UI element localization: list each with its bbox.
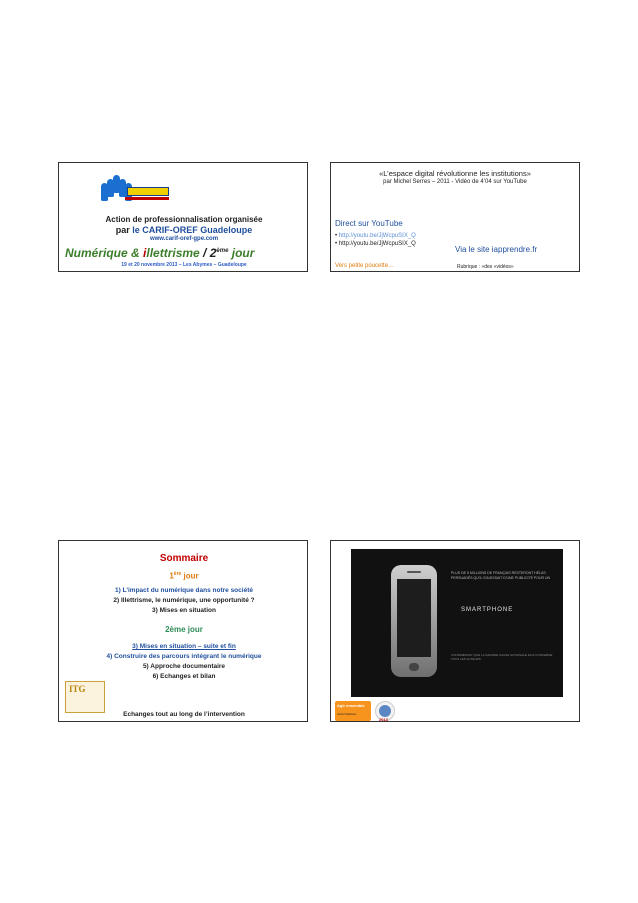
bullet-link2[interactable]: • http://youtu.be/JjWcpuSIX_Q bbox=[335, 241, 416, 247]
bullet-link1[interactable]: • http://youtu.be/JjWcpuSIX_Q bbox=[335, 233, 416, 239]
image-footnote: CONSIDÉRANT QUE LA GRANDE CAUSE NATIONALE 2013 CONCERNE TOUS LES ACTEURS bbox=[451, 653, 553, 661]
carif-url: www.carif-oref-gpe.com bbox=[149, 236, 219, 242]
agenda-item-1: 1) L’impact du numérique dans notre société bbox=[115, 587, 253, 594]
logo-year: 2013 bbox=[379, 717, 388, 722]
agenda-item-3: 3) Mises en situation bbox=[152, 607, 216, 614]
slide1-main-title: Numérique & illettrisme / 2ème jour bbox=[65, 246, 255, 260]
day2-heading: 2ème jour bbox=[165, 625, 203, 634]
agenda-item-5: 4) Construire des parcours intégrant le numérique bbox=[106, 653, 262, 660]
youtube-link[interactable]: http://youtu.be/JjWcpuSIX_Q bbox=[338, 241, 416, 247]
smartphone-wordmark: SMARTPHONE bbox=[461, 607, 514, 613]
rubrique-text: Rubrique : «des «vidéos» bbox=[457, 264, 514, 270]
slide-video-links bbox=[330, 162, 580, 272]
sommaire-footer: Echanges tout au long de l’intervention bbox=[123, 711, 245, 718]
heading-org: le CARIF-OREF Guadeloupe bbox=[132, 225, 253, 235]
direct-youtube-heading: Direct sur YouTube bbox=[335, 219, 403, 228]
via-site-heading: Via le site iapprendre.fr bbox=[455, 245, 538, 254]
quote-title: «L’espace digital révolutionne les institutions» bbox=[379, 169, 531, 178]
heading-line1: Action de professionnalisation organisée bbox=[105, 215, 263, 224]
agenda-item-4: 3) Mises en situation – suite et fin bbox=[132, 643, 236, 650]
day1-heading: 1ère jour bbox=[169, 571, 199, 581]
youtube-link-faded[interactable]: http://youtu.be/JjWcpuSIX_Q bbox=[338, 233, 416, 239]
slide1-info-layer bbox=[58, 162, 308, 272]
agenda-item-6: 5) Approche documentaire bbox=[142, 663, 226, 670]
agir-ensemble-logo: Agir ensemble contre l'Illettrisme bbox=[335, 701, 371, 721]
slide-smartphone bbox=[330, 540, 580, 722]
agenda-item-7: 6) Echanges et bilan bbox=[152, 673, 216, 680]
heading-prefix: par bbox=[115, 225, 130, 235]
phone-icon bbox=[391, 565, 437, 677]
smartphone-image bbox=[351, 549, 563, 697]
image-caption: PLUS DE 5 MILLIONS DE FRANÇAIS RESTERONT HÉLAS PERSUADÉS QU'IL S'AGISSAIT D'UNE PUBLICITÉ POUR UN bbox=[451, 571, 551, 580]
agenda-item-2: 2) Illettrisme, le numérique, une opportunité ? bbox=[113, 597, 255, 604]
event-date: 19 et 20 novembre 2013 – Les Abymes – Guadeloupe bbox=[121, 262, 247, 268]
slide-sommaire bbox=[58, 540, 308, 722]
sommaire-title: Sommaire bbox=[159, 553, 209, 564]
quote-byline: par Michel Serres – 2011 - Vidéo de 4’04 sur YouTube bbox=[383, 179, 527, 185]
petite-poucette-text: Vers petite poucette… bbox=[335, 263, 395, 269]
itg-logo: ITG bbox=[65, 681, 105, 713]
